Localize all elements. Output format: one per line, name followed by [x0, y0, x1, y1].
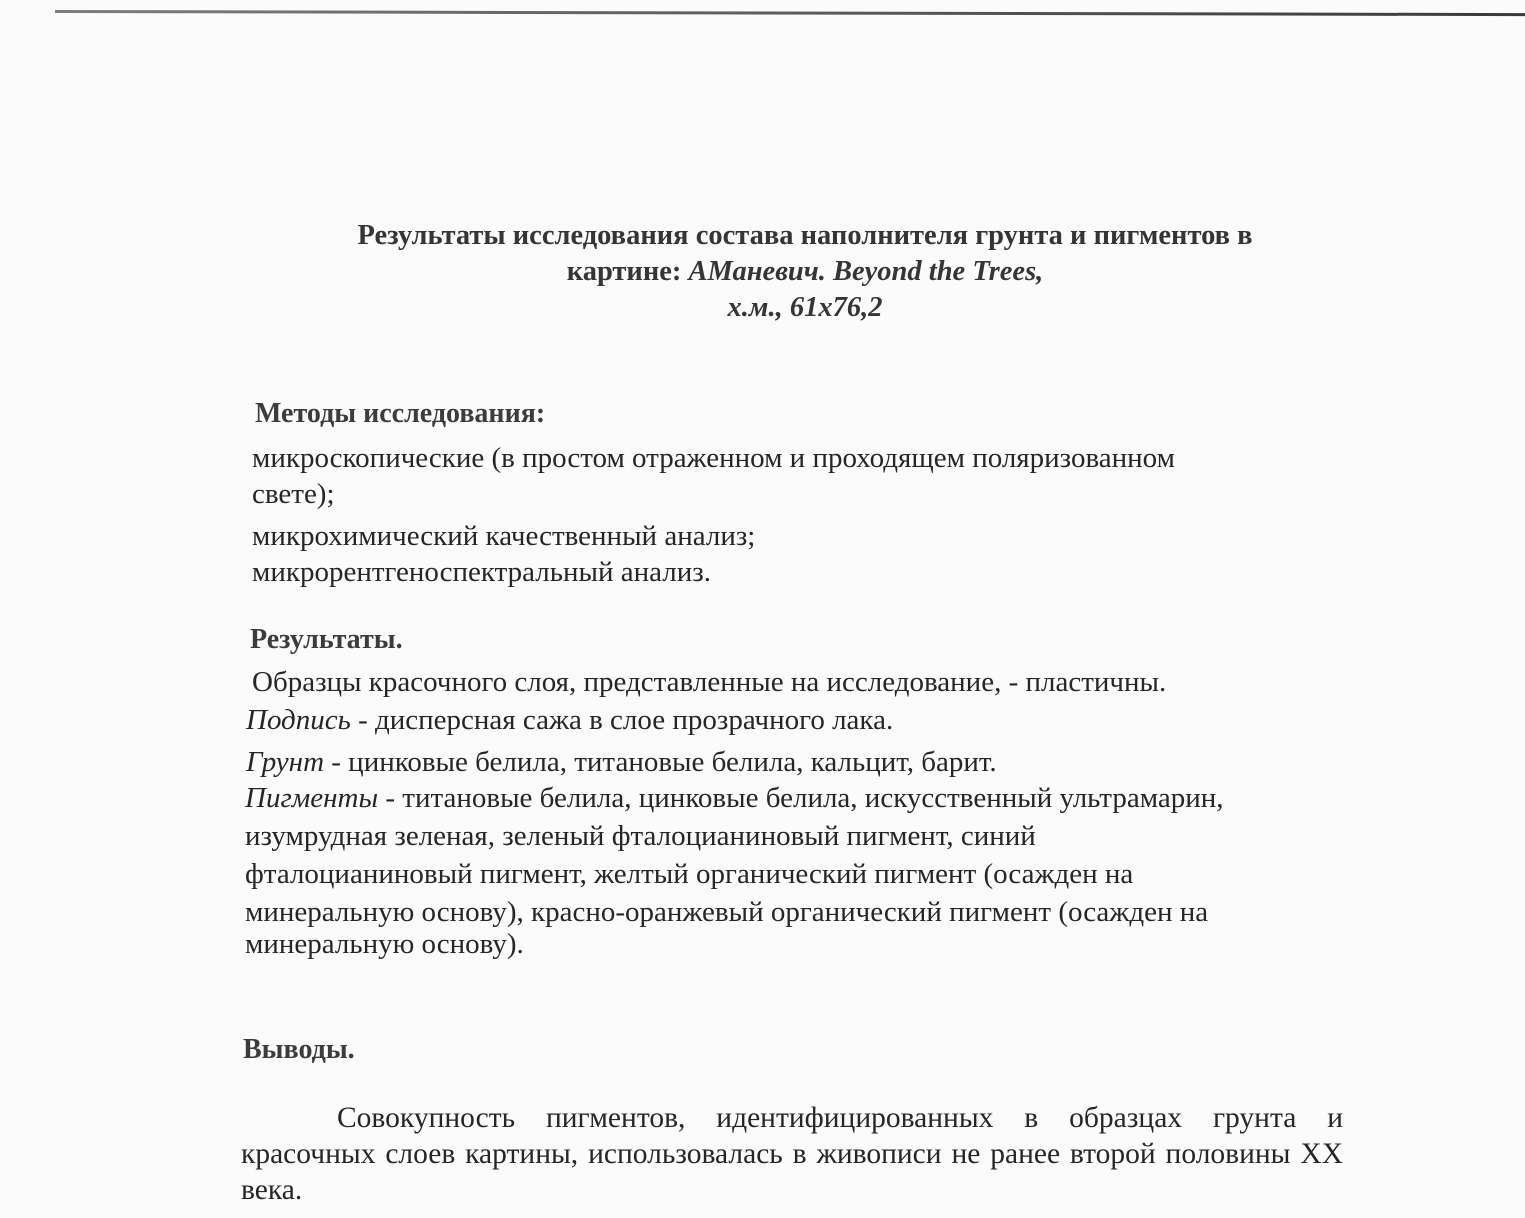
- signature-text: - дисперсная сажа в слое прозрачного лака.: [350, 704, 894, 736]
- title-line-3: х.м., 61х76,2: [727, 292, 883, 323]
- conclusions-heading: Выводы.: [243, 1034, 355, 1065]
- title-work: Beyond the Trees,: [833, 256, 1044, 287]
- methods-line-2: свете);: [252, 478, 335, 510]
- results-signature: [246, 702, 893, 738]
- pigments-label: Пигменты: [245, 782, 379, 814]
- pigments-line-2: изумрудная зеленая, зеленый фталоцианиновый пигмент, синий: [245, 820, 1036, 852]
- scan-top-rule: [55, 10, 1525, 16]
- signature-label: Подпись: [246, 704, 351, 736]
- pigments-line-3: фталоцианиновый пигмент, желтый органический пигмент (осажден на: [245, 858, 1134, 890]
- document-title: [240, 218, 1370, 326]
- pigments-line-5: минеральную основу).: [245, 928, 524, 960]
- results-intro: Образцы красочного слоя, представленные на исследование, - пластичны.: [252, 666, 1167, 698]
- title-line-2: [240, 254, 1370, 290]
- methods-line-3: микрохимический качественный анализ;: [252, 520, 756, 552]
- title-prefix: картине:: [566, 256, 689, 287]
- ground-text: - цинковые белила, титановые белила, кальцит, барит.: [324, 746, 997, 778]
- title-line-1: Результаты исследования состава наполнителя грунта и пигментов в: [357, 220, 1253, 251]
- title-author: АМаневич.: [688, 256, 826, 287]
- methods-line-1: микроскопические (в простом отраженном и проходящем поляризованном: [252, 442, 1175, 474]
- results-heading: Результаты.: [250, 624, 403, 655]
- results-pigments: [245, 780, 1224, 816]
- pigments-text: - титановые белила, цинковые белила, искусственный ультрамарин,: [378, 782, 1224, 814]
- methods-heading: Методы исследования:: [255, 398, 546, 429]
- methods-line-4: микрорентгеноспектральный анализ.: [252, 556, 711, 588]
- pigments-line-4: минеральную основу), красно-оранжевый органический пигмент (осажден на: [245, 896, 1209, 928]
- ground-label: Грунт: [246, 746, 325, 778]
- conclusions-text: Совокупность пигментов, идентифицированных в образцах грунта и красочных слоев картины, использовалась в живописи не ранее второй половины XX века.: [241, 1101, 1343, 1206]
- results-ground: [246, 744, 997, 780]
